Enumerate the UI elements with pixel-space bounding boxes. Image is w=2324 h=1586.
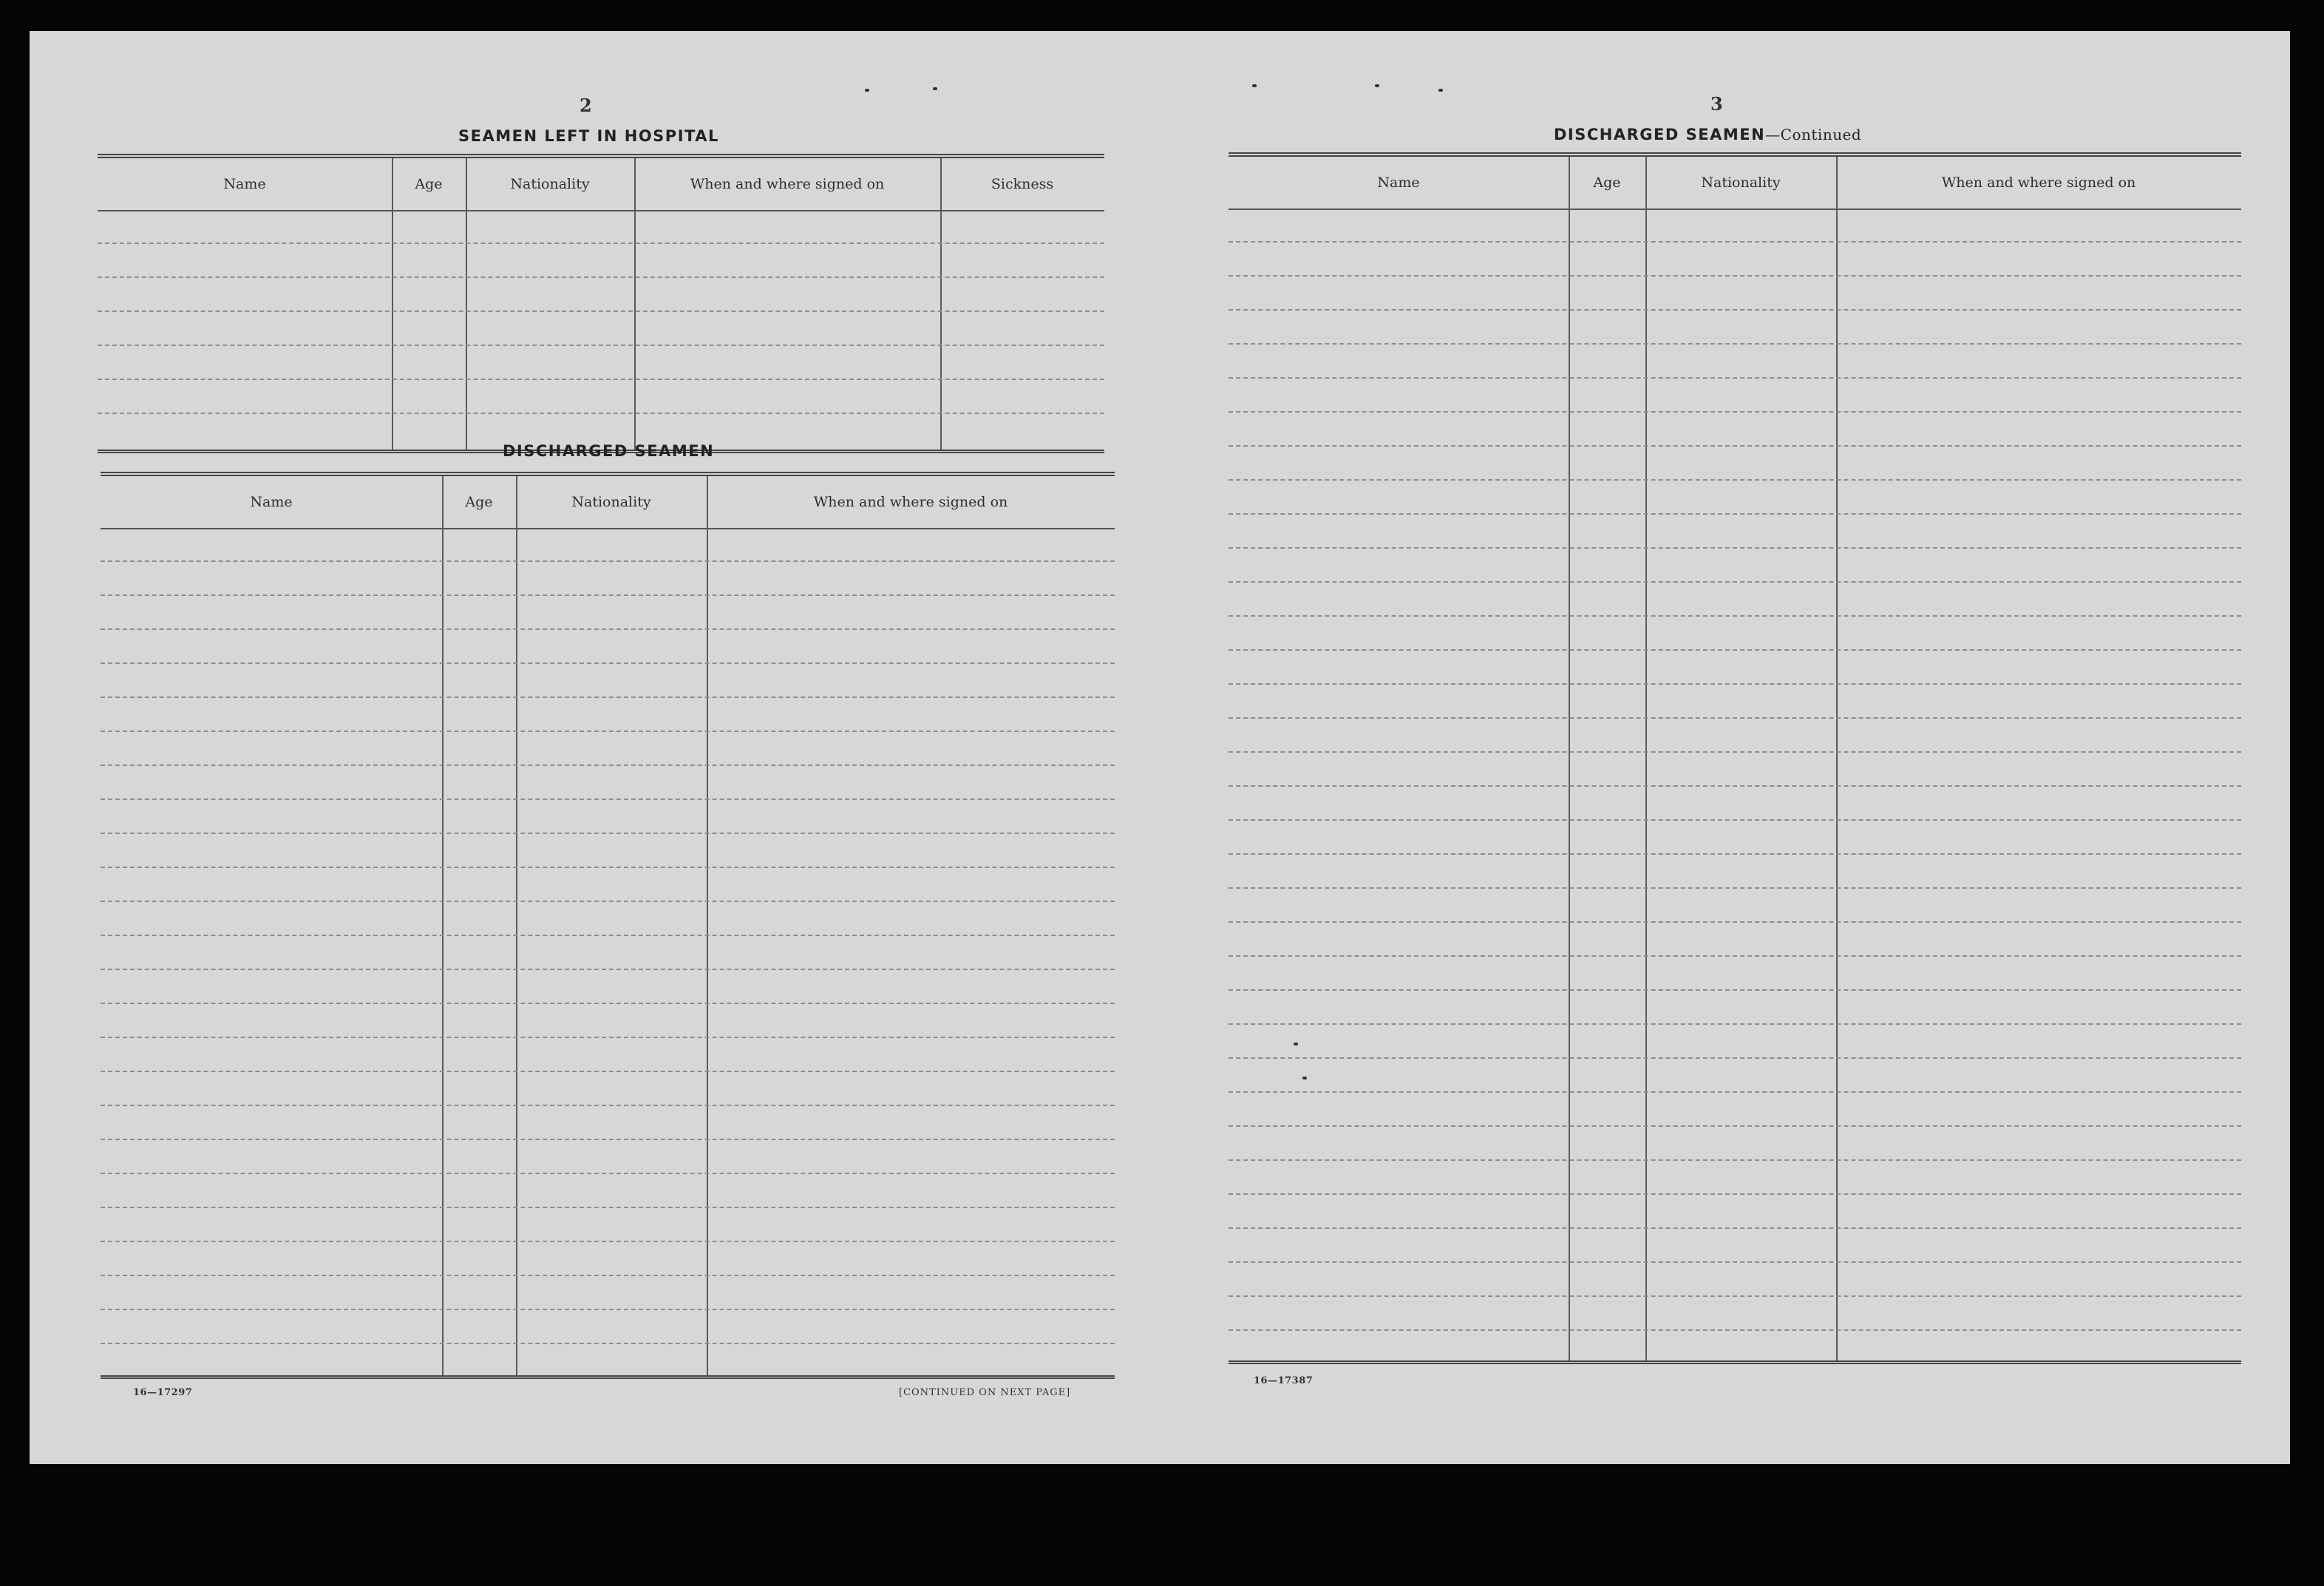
discharged-left-col-nationality: Nationality: [571, 494, 651, 510]
hospital-divider: [392, 158, 393, 451]
hospital-divider: [940, 158, 942, 451]
discharged-right-col-nationality: Nationality: [1701, 174, 1781, 191]
discharged-right-col-name: Name: [1377, 174, 1420, 191]
scan-speck: [1252, 84, 1257, 87]
continued-note: [CONTINUED ON NEXT PAGE]: [899, 1387, 1071, 1398]
discharged-right-header: [1229, 157, 2241, 210]
hospital-divider: [634, 158, 636, 451]
discharged-left-ruled-line: [101, 697, 1115, 698]
discharged-left-ruled-line: [101, 1003, 1115, 1004]
scan-speck: [933, 87, 937, 90]
discharged-right-ruled-line: [1229, 513, 2241, 515]
discharged-right-ruled-line: [1229, 853, 2241, 855]
discharged-right-divider: [1836, 157, 1838, 1362]
discharged-left-ruled-line: [101, 867, 1115, 868]
discharged-left-col-name: Name: [250, 494, 293, 510]
discharged-left-ruled-line: [101, 1207, 1115, 1208]
discharged-table-left: [101, 472, 1115, 1380]
hospital-ruled-line: [98, 243, 1104, 244]
discharged-left-ruled-line: [101, 1343, 1115, 1344]
discharged-left-ruled-line: [101, 969, 1115, 970]
discharged-left-header: [101, 476, 1115, 529]
discharged-left-ruled-line: [101, 1173, 1115, 1174]
discharged-right-ruled-line: [1229, 1295, 2241, 1297]
discharged-left-ruled-line: [101, 901, 1115, 902]
discharged-section-title: DISCHARGED SEAMEN: [503, 442, 715, 460]
discharged-right-ruled-line: [1229, 989, 2241, 991]
discharged-right-ruled-line: [1229, 411, 2241, 413]
scan-speck: [1375, 84, 1379, 87]
discharged-continued-suffix: —Continued: [1765, 126, 1862, 143]
right-form-code: 16—17387: [1254, 1375, 1314, 1386]
scan-speck: [1302, 1077, 1307, 1080]
discharged-right-divider: [1569, 157, 1570, 1362]
discharged-right-ruled-line: [1229, 751, 2241, 753]
discharged-left-bottom-rule: [101, 1375, 1115, 1379]
discharged-right-bottom-rule: [1229, 1360, 2241, 1364]
document-sheet: [30, 31, 2290, 1464]
hospital-divider: [466, 158, 467, 451]
discharged-table-right: [1229, 152, 2241, 1365]
discharged-left-ruled-line: [101, 1309, 1115, 1310]
discharged-right-col-when-where: When and where signed on: [1941, 174, 2136, 191]
right-page-number: 3: [1710, 93, 1724, 115]
discharged-left-ruled-line: [101, 1139, 1115, 1140]
discharged-right-ruled-line: [1229, 445, 2241, 447]
discharged-left-ruled-line: [101, 1275, 1115, 1276]
hospital-col-name: Name: [223, 176, 266, 192]
discharged-right-ruled-line: [1229, 887, 2241, 889]
discharged-right-ruled-line: [1229, 1125, 2241, 1127]
hospital-col-nationality: Nationality: [510, 176, 590, 192]
discharged-right-ruled-line: [1229, 547, 2241, 549]
hospital-ruled-line: [98, 413, 1104, 414]
discharged-right-ruled-line: [1229, 275, 2241, 277]
discharged-right-ruled-line: [1229, 1193, 2241, 1195]
discharged-right-ruled-line: [1229, 1057, 2241, 1059]
discharged-right-ruled-line: [1229, 1227, 2241, 1229]
discharged-left-ruled-line: [101, 560, 1115, 562]
discharged-left-ruled-line: [101, 628, 1115, 630]
hospital-table: [98, 154, 1104, 451]
scan-speck: [865, 89, 869, 92]
discharged-right-ruled-line: [1229, 241, 2241, 243]
discharged-continued-title-main: DISCHARGED SEAMEN: [1554, 126, 1766, 143]
discharged-right-ruled-line: [1229, 615, 2241, 617]
discharged-left-ruled-line: [101, 662, 1115, 664]
discharged-left-ruled-line: [101, 1105, 1115, 1106]
scan-speck: [1438, 89, 1443, 92]
discharged-right-ruled-line: [1229, 581, 2241, 583]
discharged-right-ruled-line: [1229, 1329, 2241, 1331]
discharged-left-col-age: Age: [465, 494, 493, 510]
left-form-code: 16—17297: [133, 1387, 193, 1398]
discharged-left-ruled-line: [101, 1071, 1115, 1072]
discharged-right-ruled-line: [1229, 377, 2241, 379]
discharged-right-ruled-line: [1229, 343, 2241, 345]
hospital-col-when-where: When and where signed on: [690, 176, 885, 192]
discharged-right-ruled-line: [1229, 955, 2241, 957]
discharged-right-col-age: Age: [1593, 174, 1621, 191]
discharged-left-ruled-line: [101, 765, 1115, 766]
scan-speck: [1294, 1043, 1298, 1046]
hospital-col-age: Age: [415, 176, 443, 192]
discharged-right-ruled-line: [1229, 921, 2241, 923]
discharged-right-divider: [1645, 157, 1647, 1362]
discharged-right-ruled-line: [1229, 683, 2241, 685]
discharged-left-ruled-line: [101, 1241, 1115, 1242]
discharged-right-ruled-line: [1229, 649, 2241, 651]
discharged-right-ruled-line: [1229, 819, 2241, 821]
hospital-col-sickness: Sickness: [991, 176, 1054, 192]
discharged-right-ruled-line: [1229, 717, 2241, 719]
discharged-right-ruled-line: [1229, 479, 2241, 481]
hospital-ruled-line: [98, 311, 1104, 312]
hospital-section-title: SEAMEN LEFT IN HOSPITAL: [458, 127, 719, 145]
discharged-left-ruled-line: [101, 1037, 1115, 1038]
discharged-right-ruled-line: [1229, 1023, 2241, 1025]
hospital-ruled-line: [98, 277, 1104, 278]
discharged-left-col-when-where: When and where signed on: [813, 494, 1008, 510]
discharged-right-ruled-line: [1229, 785, 2241, 787]
discharged-left-ruled-line: [101, 594, 1115, 596]
discharged-right-ruled-line: [1229, 1159, 2241, 1161]
discharged-left-ruled-line: [101, 833, 1115, 834]
discharged-right-ruled-line: [1229, 1261, 2241, 1263]
hospital-ruled-line: [98, 345, 1104, 346]
discharged-left-ruled-line: [101, 731, 1115, 732]
discharged-left-ruled-line: [101, 799, 1115, 800]
discharged-left-ruled-line: [101, 935, 1115, 936]
discharged-right-ruled-line: [1229, 309, 2241, 311]
discharged-continued-title: [1554, 126, 1861, 143]
discharged-right-ruled-line: [1229, 1091, 2241, 1093]
left-page-number: 2: [580, 95, 593, 116]
hospital-ruled-line: [98, 379, 1104, 380]
hospital-table-header: [98, 158, 1104, 211]
